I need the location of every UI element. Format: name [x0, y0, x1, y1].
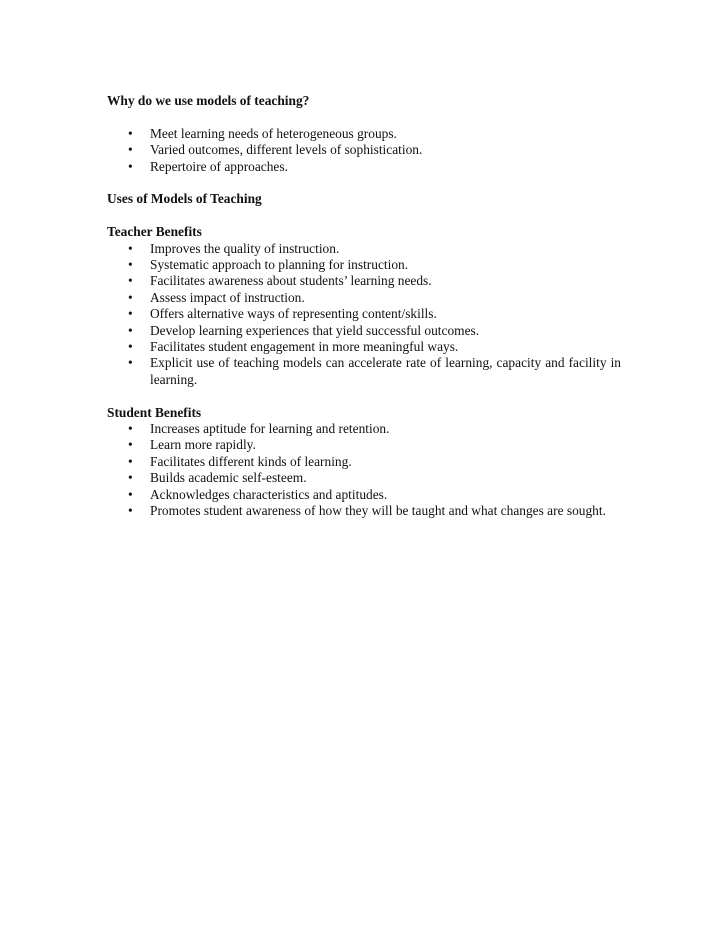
- list-item-text: Facilitates awareness about students’ learning needs.: [150, 273, 432, 289]
- why-models-list: [107, 126, 621, 175]
- teacher-benefits-list: [107, 241, 621, 389]
- document-page: [107, 93, 621, 520]
- list-item-text: Improves the quality of instruction.: [150, 240, 340, 256]
- bullet-icon: •: [128, 470, 133, 486]
- bullet-icon: •: [128, 503, 133, 519]
- list-item: [107, 339, 621, 355]
- list-item: [107, 487, 621, 503]
- list-item: [107, 421, 621, 437]
- spacer: [107, 388, 621, 404]
- list-item: [107, 323, 621, 339]
- bullet-icon: •: [128, 240, 133, 256]
- bullet-icon: •: [128, 355, 133, 371]
- bullet-icon: •: [128, 421, 133, 437]
- list-item: [107, 126, 621, 142]
- bullet-icon: •: [128, 437, 133, 453]
- list-item-text: Offers alternative ways of representing content/skills.: [150, 306, 437, 322]
- list-item-text: Acknowledges characteristics and aptitudes.: [150, 486, 388, 502]
- bullet-icon: •: [128, 158, 133, 174]
- list-item: [107, 306, 621, 322]
- list-item: [107, 454, 621, 470]
- list-item-text: Builds academic self-esteem.: [150, 470, 307, 486]
- bullet-icon: •: [128, 289, 133, 305]
- section-heading-teacher-benefits: Teacher Benefits: [107, 224, 202, 240]
- list-item: [107, 241, 621, 257]
- spacer: [107, 109, 621, 125]
- bullet-icon: •: [128, 322, 133, 338]
- list-item-text: Explicit use of teaching models can accelerate rate of learning, capacity and facility in learning.: [150, 355, 621, 387]
- bullet-icon: •: [128, 453, 133, 469]
- section-heading-why-models: Why do we use models of teaching?: [107, 93, 310, 108]
- bullet-icon: •: [128, 306, 133, 322]
- bullet-icon: •: [128, 273, 133, 289]
- list-item-text: Systematic approach to planning for instruction.: [150, 257, 409, 273]
- list-item-text: Facilitates student engagement in more meaningful ways.: [150, 339, 459, 355]
- list-item-text: Develop learning experiences that yield successful outcomes.: [150, 322, 480, 338]
- list-item: [107, 257, 621, 273]
- list-item: [107, 142, 621, 158]
- list-item-text: Promotes student awareness of how they will be taught and what changes are sought.: [150, 503, 606, 519]
- section-heading-student-benefits: Student Benefits: [107, 404, 202, 420]
- bullet-icon: •: [128, 257, 133, 273]
- section-heading-uses: Uses of Models of Teaching: [107, 191, 262, 207]
- list-item: [107, 273, 621, 289]
- list-item-text: Learn more rapidly.: [150, 437, 256, 453]
- list-item-text: Meet learning needs of heterogeneous groups.: [150, 125, 397, 141]
- list-item: [107, 503, 621, 519]
- bullet-icon: •: [128, 339, 133, 355]
- spacer: [107, 208, 621, 224]
- list-item-text: Repertoire of approaches.: [150, 158, 288, 174]
- list-item: [107, 470, 621, 486]
- list-item-text: Varied outcomes, different levels of sophistication.: [150, 142, 423, 158]
- list-item: [107, 290, 621, 306]
- list-item-text: Facilitates different kinds of learning.: [150, 453, 352, 469]
- list-item-text: Increases aptitude for learning and retention.: [150, 421, 390, 437]
- bullet-icon: •: [128, 142, 133, 158]
- list-item: [107, 437, 621, 453]
- bullet-icon: •: [128, 486, 133, 502]
- list-item-text: Assess impact of instruction.: [150, 289, 305, 305]
- spacer: [107, 175, 621, 191]
- student-benefits-list: [107, 421, 621, 519]
- bullet-icon: •: [128, 125, 133, 141]
- list-item: [107, 159, 621, 175]
- list-item: [107, 355, 621, 388]
